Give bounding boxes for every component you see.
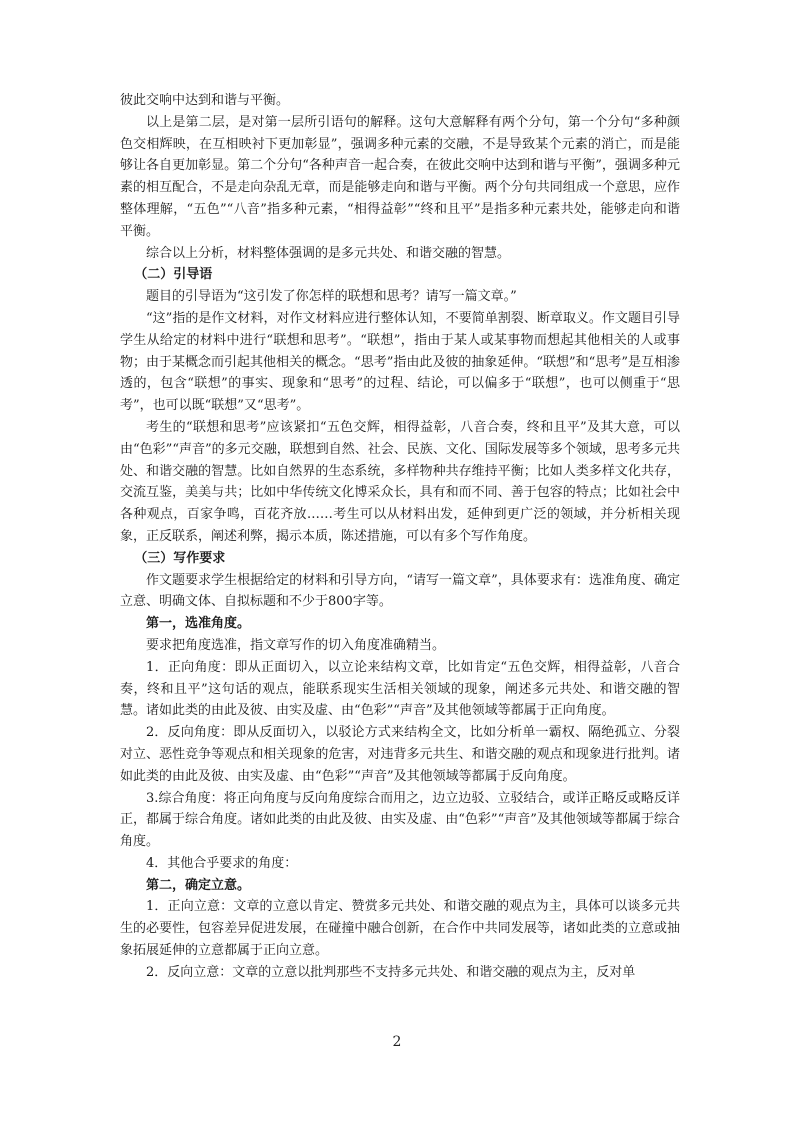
list-item-combined-angle: 3.综合角度：将正向角度与反向角度综合而用之，边立边驳、立驳结合，或详正略反或略反详正，都属于综合角度。诸如此类的由此及彼、由实及虚、由“色彩”“声音”及其他领域等都属于综合角度。: [120, 790, 680, 850]
paragraph-summary: 综合以上分析，材料整体强调的是多元共处、和谐交融的智慧。: [146, 245, 511, 261]
list-item-reverse-angle: 2．反向角度：即从反面切入，以驳论方式来结构全文，比如分析单一霸权、隔绝孤立、分裂对立、恶性竞争等观点和相关现象的危害，对违背多元共生、和谐交融的观点和现象进行批判。诸如此类的由此及彼、由实及虚、由“色彩”“声音”及其他领域等都属于反向角度。: [120, 725, 680, 784]
section-heading-requirements: （三）写作要求: [134, 550, 226, 566]
list-item-other-angle: 4．其他合乎要求的角度：: [146, 855, 298, 871]
paragraph-requirements: 作文题要求学生根据给定的材料和引导方向，“请写一篇文章”，具体要求有：选准角度、确定立意、明确文体、自拟标题和不少于800字等。: [120, 572, 680, 610]
paragraph-angle-intro: 要求把角度选准，指文章写作的切入角度准确精当。: [146, 637, 446, 653]
subheading-angle: 第一，选准角度。: [146, 616, 251, 632]
section-heading-guide: （二）引导语: [134, 267, 213, 283]
paragraph-guide-text: 题目的引导语为“这引发了你怎样的联想和思考？请写一篇文章。”: [146, 289, 517, 305]
list-item-positive-theme: 1．正向立意：文章的立意以肯定、赞赏多元共处、和谐交融的观点为主，具体可以谈多元共生的必要性，包容差异促进发展，在碰撞中融合创新，在合作中共同发展等，诸如此类的立意或抽象拓展延伸的立意都属于正向立意。: [120, 899, 680, 959]
document-body: [120, 90, 680, 984]
paragraph-continuation: 彼此交响中达到和谐与平衡。: [120, 93, 290, 108]
subheading-theme: 第二，确定立意。: [146, 877, 251, 893]
page-number: 2: [392, 1034, 402, 1050]
paragraph-this-meaning: “这”指的是作文材料，对作文材料应进行整体认知，不要简单割裂、断章取义。作文题目引导学生从给定的材料中进行“联想和思考”。“联想”，指由于某人或某事物而想起其他相关的人或事物；由于某概念而引起其他相关的概念。“思考”指由此及彼的抽象延伸。“联想”和“思考”是互相渗透的，包含“联想”的事实、现象和“思考”的过程、结论，可以偏多于“联想”，也可以侧重于“思考”，也可以既“联想”又“思考”。: [120, 310, 680, 414]
list-item-positive-angle: 1．正向角度：即从正面切入，以立论来结构文章，比如肯定“五色交辉，相得益彰，八音合奏，终和且平”这句话的观点，能联系现实生活相关领域的现象，阐述多元共处、和谐交融的智慧。诸如此类的由此及彼、由实及虚、由“色彩”“声音”及其他领域等都属于正向角度。: [120, 659, 680, 719]
paragraph-association: 考生的“联想和思考”应该紧扣“五色交辉，相得益彰，八音合奏，终和且平”及其大意，可以由“色彩”“声音”的多元交融，联想到自然、社会、民族、文化、国际发展等多个领域，思考多元共处、和谐交融的智慧。比如自然界的生态系统，多样物种共存维持平衡；比如人类多样文化共存，交流互鉴，美美与共；比如中华传统文化博采众长，具有和而不同、善于包容的特点；比如社会中各种观点，百家争鸣，百花齐放……考生可以从材料出发，延伸到更广泛的领域，并分析相关现象，正反联系，阐述利弊，揭示本质，陈述措施，可以有多个写作角度。: [120, 419, 680, 544]
paragraph-second-layer: 以上是第二层，是对第一层所引语句的解释。这句大意解释有两个分句，第一个分句“多种颜色交相辉映，在互相映衬下更加彰显”，强调多种元素的交融，不是导致某个元素的消亡，而是能够让各自更加彰显。第二个分句“各种声音一起合奏，在彼此交响中达到和谐与平衡”，强调多种元素的相互配合，不是走向杂乱无章，而是能够走向和谐与平衡。两个分句共同组成一个意思，应作整体理解，“五色”“八音”指多种元素，“相得益彰”“终和且平”是指多种元素共处，能够走向和谐平衡。: [120, 114, 680, 239]
list-item-reverse-theme: 2．反向立意：文章的立意以批判那些不支持多元共处、和谐交融的观点为主，反对单: [146, 964, 636, 980]
